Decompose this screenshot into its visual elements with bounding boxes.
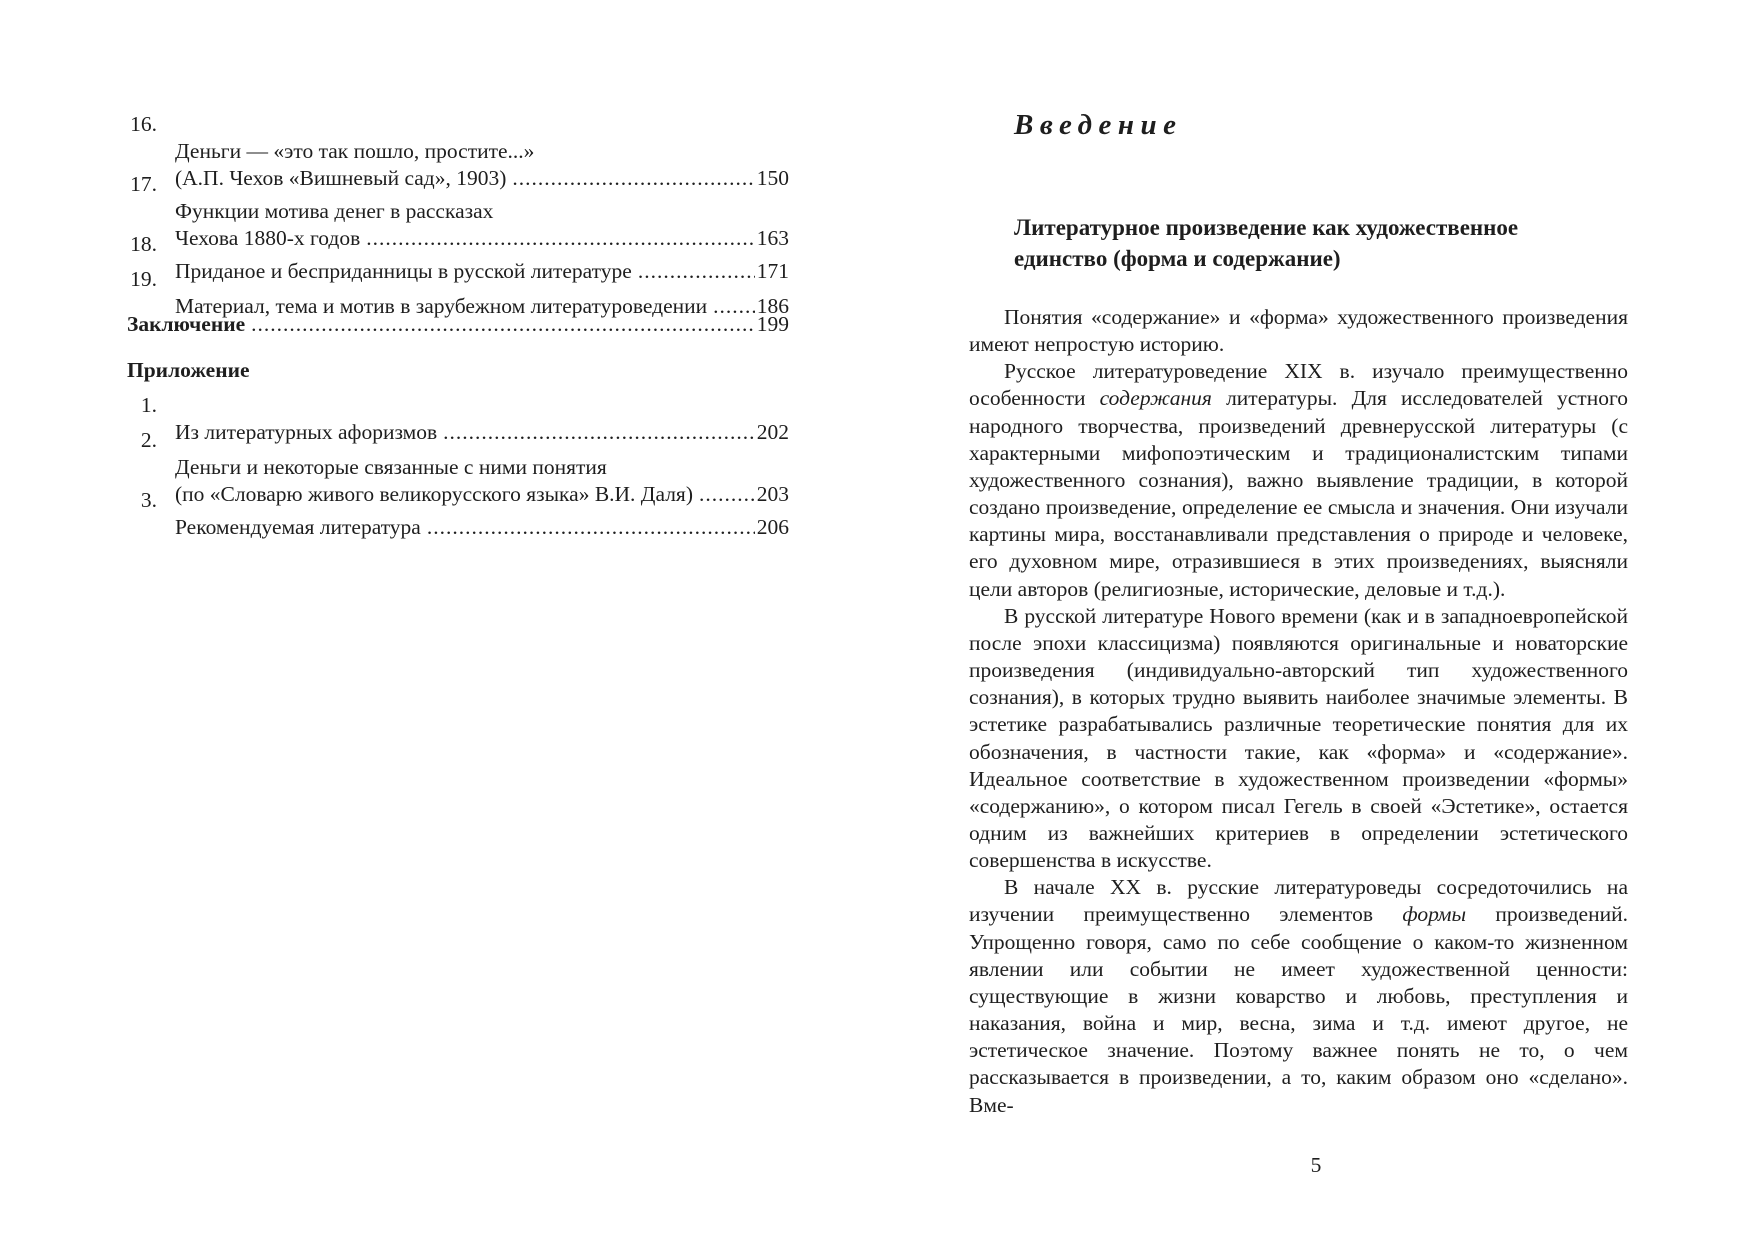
toc-page-number: 186 bbox=[756, 294, 789, 318]
toc-entry-title: Материал, тема и мотив в зарубежном литературоведении bbox=[175, 294, 708, 318]
toc-entry-number: 16. bbox=[130, 112, 157, 136]
page-number: 5 bbox=[1310, 1153, 1322, 1177]
body-text bbox=[969, 304, 1628, 1119]
emphasized-text: содержания bbox=[1099, 386, 1212, 411]
left-page bbox=[0, 0, 877, 1240]
toc-entry-title: Деньги — «это так пошло, простите...» bbox=[175, 139, 535, 163]
toc-page-number: 150 bbox=[756, 166, 789, 190]
toc-entry-title: (по «Словарю живого великорусского языка» В.И. Даля) bbox=[175, 482, 693, 506]
toc-entry-title: Деньги и некоторые связанные с ними понятия bbox=[175, 455, 607, 479]
toc-entry bbox=[127, 487, 789, 539]
toc-appendix-heading: Приложение bbox=[127, 358, 250, 382]
toc-entry bbox=[127, 392, 789, 444]
toc-page-number: 199 bbox=[756, 312, 789, 336]
paragraph-text: литературы. Для исследователей устного народного творчества, произведений древнерусской литературы (с характерными мифопоэтическим и традиционалистским типами художественного сознания), важно выявление традиции, в которой создано произведение, определение ее смысла и значения. Они изучали картины мира, восстанавливали представления о природе и человеке, его духовном мире, отразившиеся в этих произведениях, выясняли цели авторов (религиозные, исторические, деловые и т.д.). bbox=[969, 386, 1628, 601]
toc-entry bbox=[127, 427, 789, 506]
toc-leader-dots bbox=[251, 311, 755, 338]
paragraph-text: Русское литературоведение XIX в. изучало преимущественно особенности bbox=[969, 359, 1628, 411]
paragraph-text: В русской литературе Нового времени (как и в западноевропейской после эпохи классицизма) появляются оригинальные и новаторские произведения (индивидуально-авторский тип художественного сознания), в которых трудно выявить наиболее значимые элементы. В эстетике разрабатывались различные теоретические понятия для их обозначения, в частности такие, как «форма» и «содержание». Идеальное соответствие в художественном произведении «формы» «содержанию», о котором писал Гегель в своей «Эстетике», остается одним из важнейших критериев в определении эстетического совершенства в искусстве. bbox=[969, 603, 1628, 873]
toc-entry-number: 2. bbox=[140, 428, 157, 452]
paragraph-text: Понятия «содержание» и «форма» художественного произведения имеют непростую историю. bbox=[969, 305, 1628, 357]
toc-entry-title: (А.П. Чехов «Вишневый сад», 1903) bbox=[175, 166, 507, 190]
emphasized-text: формы bbox=[1402, 902, 1467, 927]
toc-entry-number: 1. bbox=[140, 393, 157, 417]
toc-entry-title: Функции мотива денег в рассказах bbox=[175, 199, 494, 223]
body-paragraph bbox=[969, 304, 1628, 358]
toc-entry bbox=[127, 266, 789, 318]
body-paragraph bbox=[969, 874, 1628, 1118]
toc-page-number: 202 bbox=[756, 420, 789, 444]
right-page bbox=[877, 0, 1755, 1240]
toc-entry-number: 19. bbox=[130, 267, 157, 291]
chapter-title: Введение bbox=[1014, 109, 1183, 141]
toc-page-number: 206 bbox=[756, 515, 789, 539]
toc-conclusion bbox=[127, 311, 789, 338]
section-title: Литературное произведение как художественное единство (форма и содержание) bbox=[1014, 215, 1519, 271]
toc-conclusion-label: Заключение bbox=[127, 312, 246, 336]
toc-entry-number: 18. bbox=[130, 232, 157, 256]
toc-entry bbox=[127, 171, 789, 250]
toc-page-number: 203 bbox=[756, 482, 789, 506]
toc-entry-title: Чехова 1880-х годов bbox=[175, 226, 361, 250]
toc-entry-number: 3. bbox=[140, 488, 157, 512]
toc-entry-title: Из литературных афоризмов bbox=[175, 420, 438, 444]
body-paragraph bbox=[969, 603, 1628, 875]
body-paragraph bbox=[969, 358, 1628, 602]
paragraph-text: произведений. Упрощенно говоря, само по себе сообщение о каком-то жизненном явлении или событии не имеет художественной ценности: существующие в жизни коварство и любовь, преступления и наказания, война и мир, весна, зима и т.д. имеют другое, не эстетическое значение. Поэтому важнее понять не то, о чем рассказывается в произведении, а то, каким образом оно «сделано». Вме- bbox=[969, 902, 1628, 1117]
toc-page-number: 163 bbox=[756, 226, 789, 250]
toc-entry-title: Рекомендуемая литература bbox=[175, 515, 421, 539]
toc-leader-dots bbox=[427, 514, 755, 541]
paragraph-text: В начале XX в. русские литературоведы сосредоточились на изучении преимущественно элементов bbox=[969, 875, 1628, 927]
toc-page-number: 171 bbox=[756, 259, 789, 283]
toc-entry-title: Приданое и бесприданницы в русской литературе bbox=[175, 259, 632, 283]
toc-entry-number: 17. bbox=[130, 172, 157, 196]
